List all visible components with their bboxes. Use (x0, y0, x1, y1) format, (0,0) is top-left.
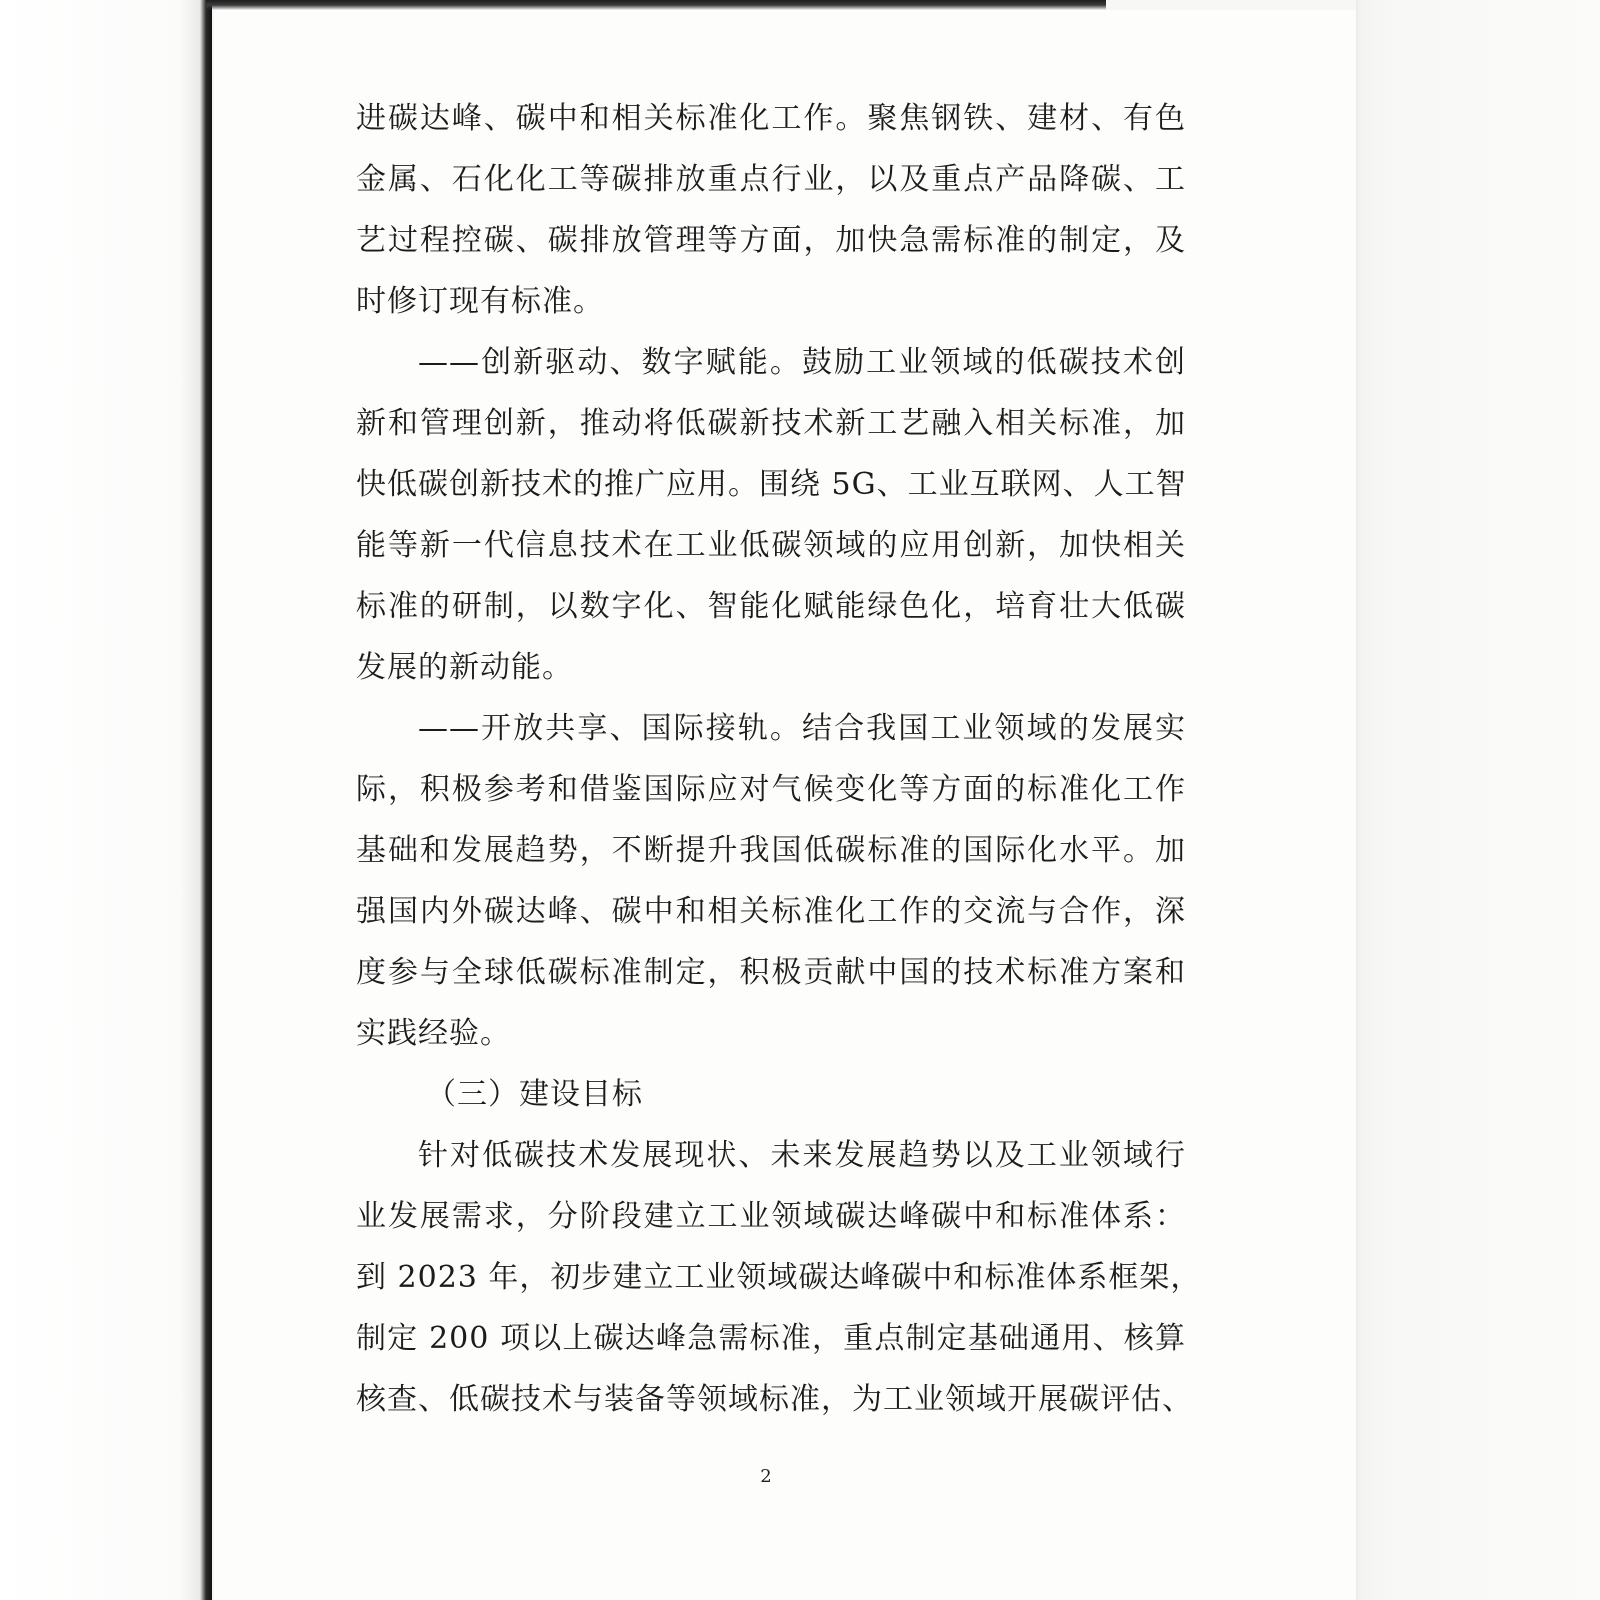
scan-right-edge (1356, 0, 1600, 1600)
text-line: 金属、石化化工等碳排放重点行业，以及重点产品降碳、工 (356, 162, 1186, 197)
section-heading: （三）建设目标 (426, 1077, 643, 1112)
text-line: 时修订现有标准。 (356, 284, 604, 319)
text-line: 新和管理创新，推动将低碳新技术新工艺融入相关标准，加 (356, 406, 1186, 441)
body-text (356, 88, 1202, 1430)
text-line: 际，积极参考和借鉴国际应对气候变化等方面的标准化工作 (356, 772, 1186, 807)
text-line: 进碳达峰、碳中和相关标准化工作。聚焦钢铁、建材、有色 (356, 101, 1186, 136)
text-line: 发展的新动能。 (356, 650, 573, 685)
text-line: 基础和发展趋势，不断提升我国低碳标准的国际化水平。加 (356, 833, 1186, 868)
text-line: ——开放共享、国际接轨。结合我国工业领域的发展实 (418, 711, 1186, 746)
text-line: 艺过程控碳、碳排放管理等方面，加快急需标准的制定，及 (356, 223, 1186, 258)
text-line: 核查、低碳技术与装备等领域标准，为工业领域开展碳评估、 (356, 1382, 1193, 1417)
text-line: 能等新一代信息技术在工业低碳领域的应用创新，加快相关 (356, 528, 1186, 563)
text-line: 制定 200 项以上碳达峰急需标准，重点制定基础通用、核算 (356, 1321, 1186, 1356)
page-number: 2 (760, 1466, 772, 1487)
text-line: 到 2023 年，初步建立工业领域碳达峰碳中和标准体系框架， (356, 1260, 1202, 1295)
text-line: 强国内外碳达峰、碳中和相关标准化工作的交流与合作，深 (356, 894, 1186, 929)
text-line: 实践经验。 (356, 1016, 511, 1051)
text-line: 快低碳创新技术的推广应用。围绕 5G、工业互联网、人工智 (356, 467, 1187, 502)
text-line: 度参与全球低碳标准制定，积极贡献中国的技术标准方案和 (356, 955, 1186, 990)
text-line: 针对低碳技术发展现状、未来发展趋势以及工业领域行 (418, 1138, 1186, 1173)
text-line: 业发展需求，分阶段建立工业领域碳达峰碳中和标准体系： (356, 1199, 1186, 1234)
scan-top-border (206, 0, 1106, 10)
text-line: 标准的研制，以数字化、智能化赋能绿色化，培育壮大低碳 (356, 589, 1186, 624)
scan-left-border (0, 0, 212, 1600)
text-line: ——创新驱动、数字赋能。鼓励工业领域的低碳技术创 (418, 345, 1186, 380)
